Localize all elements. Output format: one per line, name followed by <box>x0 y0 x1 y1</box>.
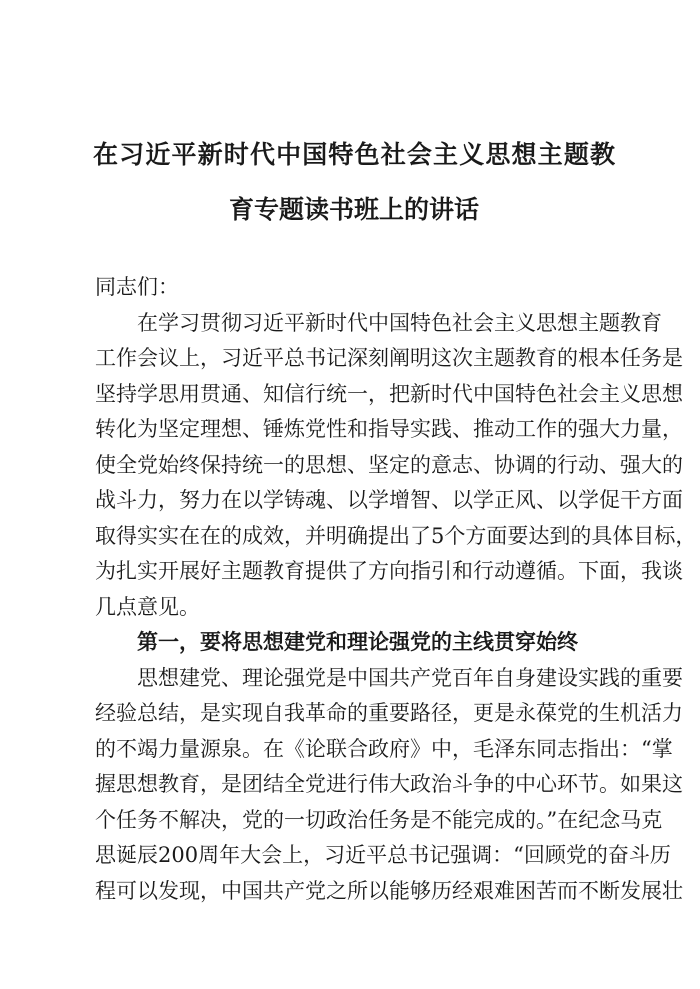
document-title-line-1: 在习近平新时代中国特色社会主义思想主题教 <box>93 140 615 169</box>
text-line: 战斗力，努力在以学铸魂、以学增智、以学正风、以学促干方面 <box>95 488 683 512</box>
document-title-line-2: 育专题读书班上的讲话 <box>228 195 479 224</box>
text-line: 取得实实在在的成效，并明确提出了5个方面要达到的具体目标， <box>95 523 697 548</box>
text-line: 工作会议上，习近平总书记深刻阐明这次主题教育的根本任务是 <box>95 346 683 370</box>
text-line: 使全党始终保持统一的思想、坚定的意志、协调的行动、强大的 <box>95 452 683 477</box>
text-line: 程可以发现，中国共产党之所以能够历经艰难困苦而不断发展壮 <box>95 878 683 903</box>
text-line: 经验总结，是实现自我革命的重要路径，更是永葆党的生机活力 <box>95 701 683 725</box>
text-line: 在学习贯彻习近平新时代中国特色社会主义思想主题教育 <box>137 310 662 335</box>
text-line: 的不竭力量源泉。在《论联合政府》中，毛泽东同志指出：“掌 <box>95 736 673 761</box>
paragraph-1 <box>95 306 697 626</box>
text-line: 个任务不解决，党的一切政治任务是不能完成的。”在纪念马克 <box>95 807 663 832</box>
text-line: 思诞辰200周年大会上，习近平总书记强调：“回顾党的奋斗历 <box>95 843 671 867</box>
document-body <box>95 270 697 909</box>
text-line: 思想建党、理论强党是中国共产党百年自身建设实践的重要 <box>137 665 683 690</box>
text-line: 为扎实开展好主题教育提供了方向指引和行动遵循。下面，我谈 <box>95 559 683 583</box>
paragraph-2 <box>95 661 683 910</box>
text-line: 坚持学思用贯通、知信行统一，把新时代中国特色社会主义思想 <box>95 381 683 406</box>
text-line: 握思想教育，是团结全党进行伟大政治斗争的中心环节。如果这 <box>95 772 683 796</box>
section-heading: 第一，要将思想建党和理论强党的主线贯穿始终 <box>137 630 578 654</box>
salutation: 同志们： <box>95 275 179 299</box>
text-line: 几点意见。 <box>95 594 200 619</box>
text-line: 转化为坚定理想、锤炼党性和指导实践、推动工作的强大力量， <box>95 417 683 441</box>
